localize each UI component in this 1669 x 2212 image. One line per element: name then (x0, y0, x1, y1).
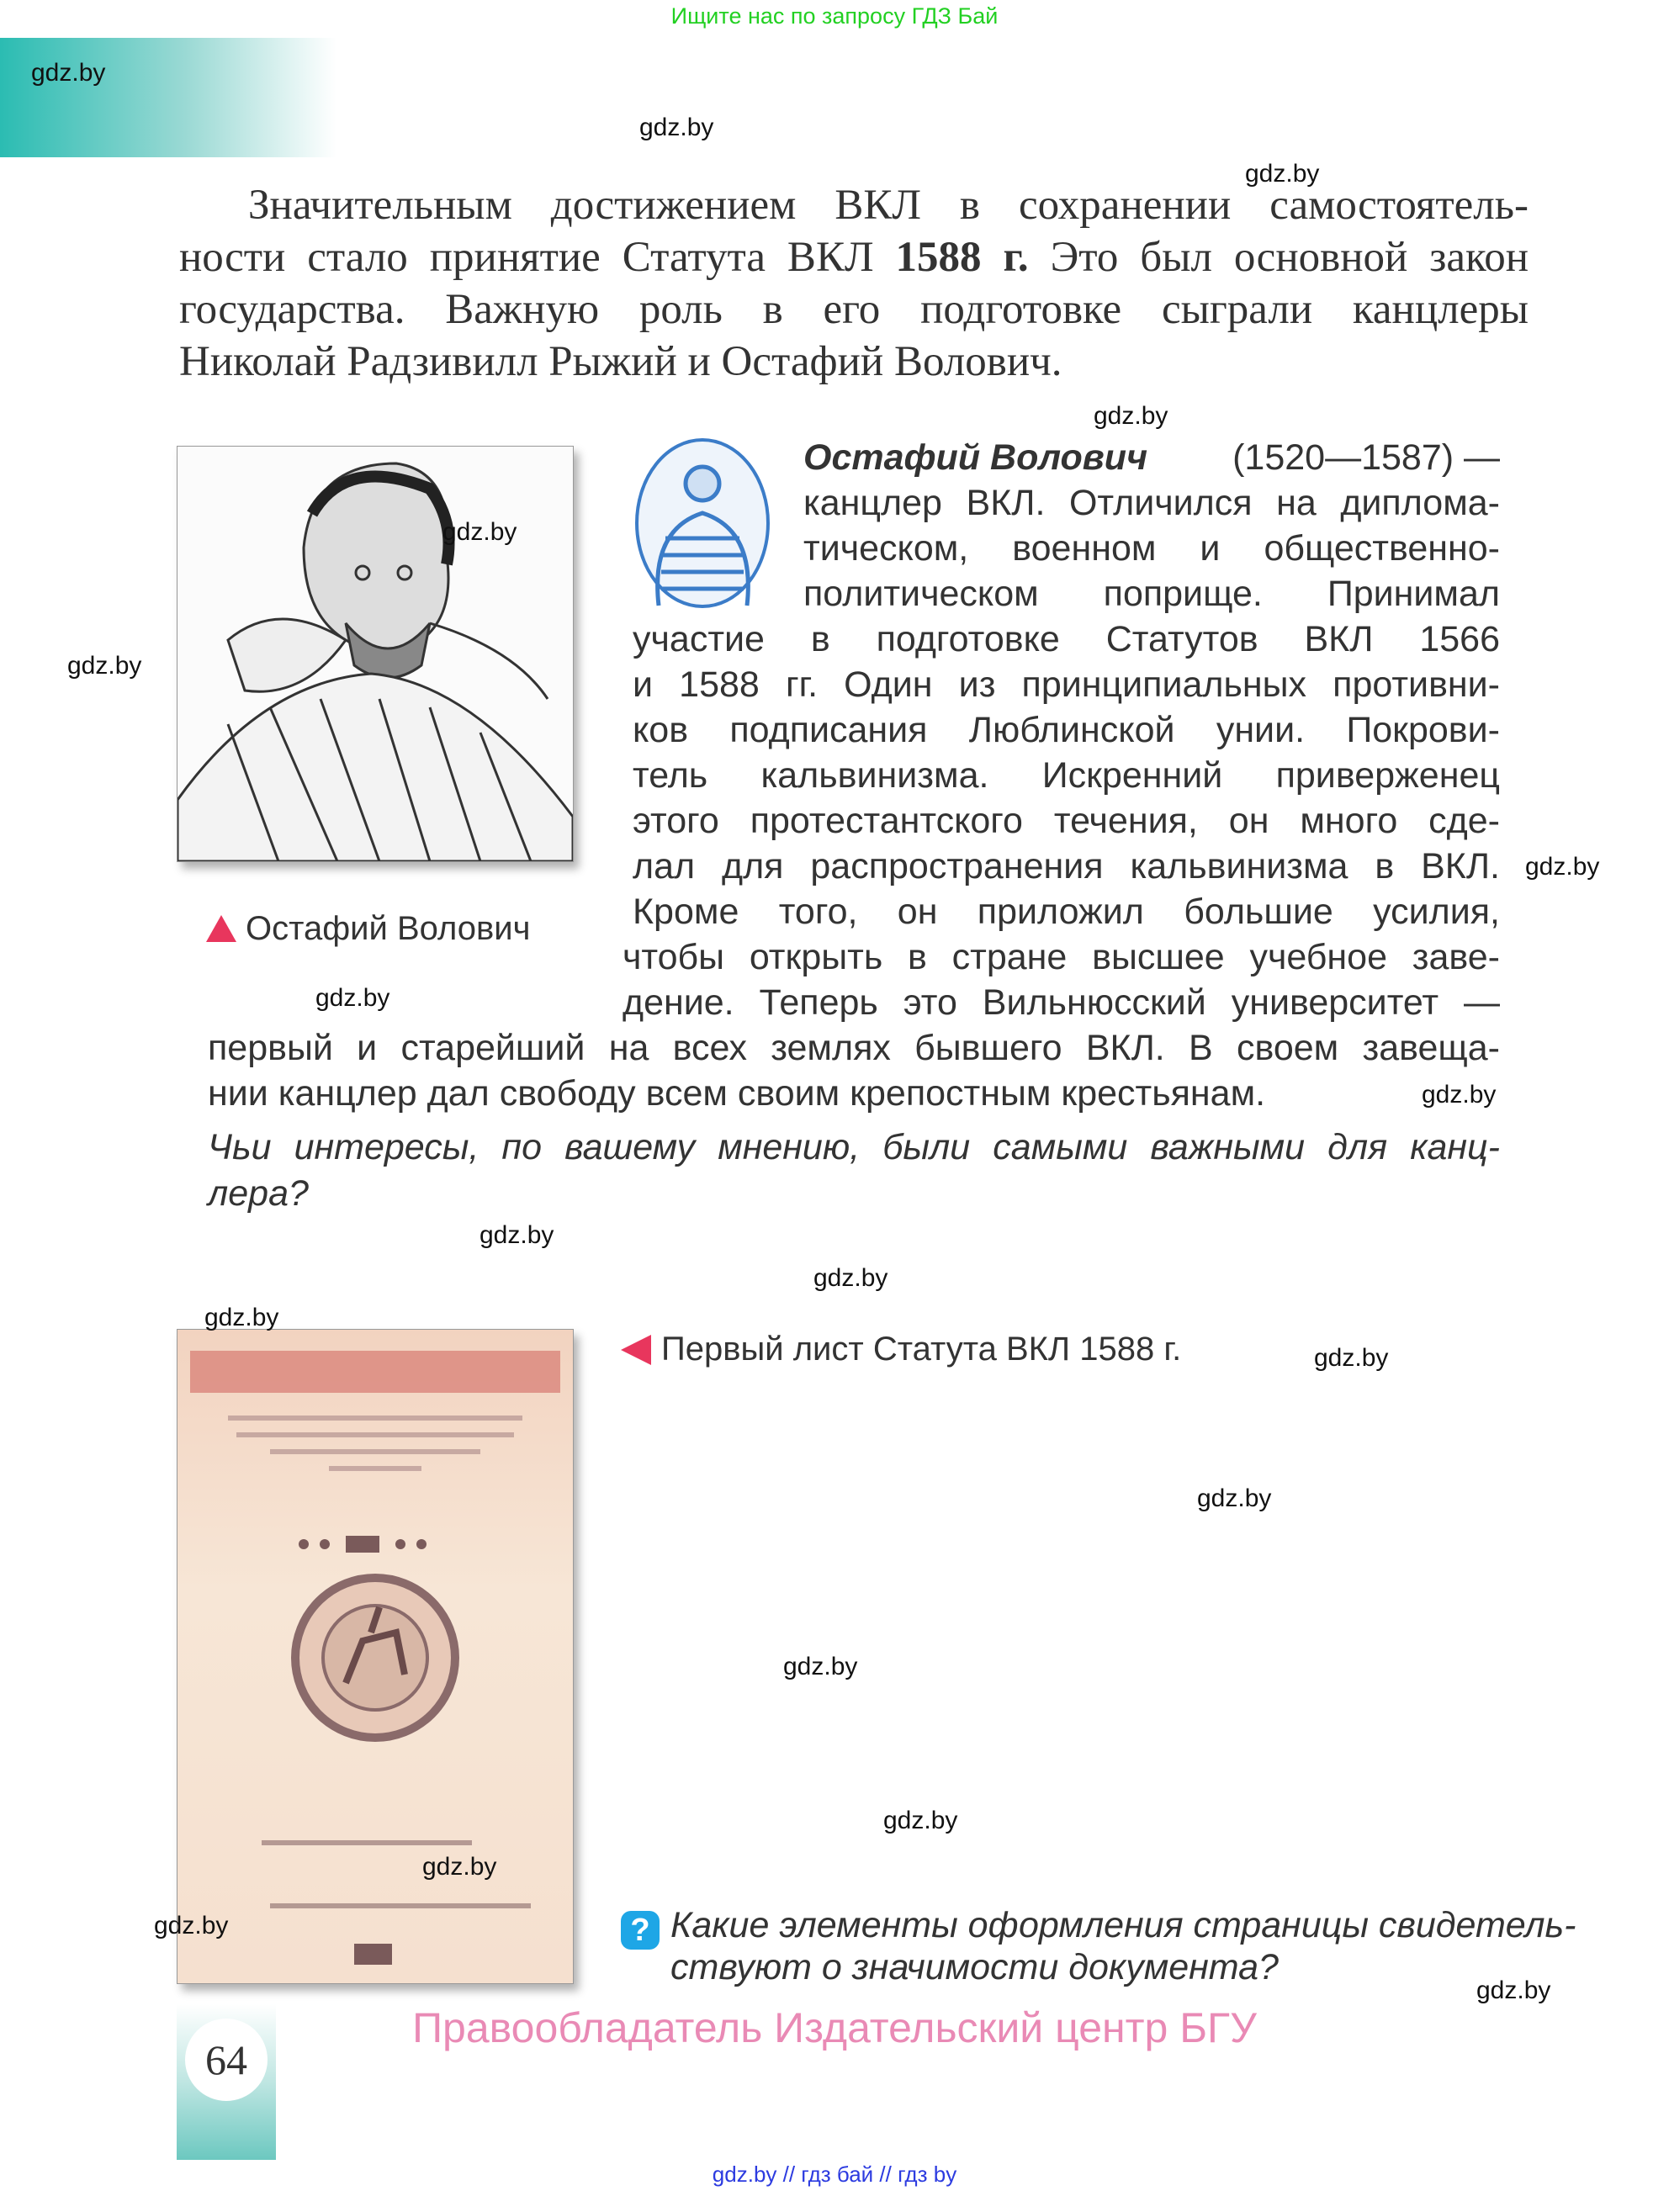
watermark: gdz.by (883, 1807, 958, 1834)
watermark: gdz.by (204, 1304, 279, 1331)
question-line: Какие элементы оформления страницы свидетель- (670, 1905, 1576, 1945)
portrait-sketch (177, 447, 573, 861)
watermark: gdz.by (1476, 1977, 1551, 2004)
watermark: gdz.by (422, 1853, 497, 1881)
bio-line: политическом поприще. Принимал (803, 574, 1500, 614)
bio-line: дение. Теперь это Вильнюсский университет — (623, 982, 1500, 1023)
watermark: gdz.by (1525, 853, 1600, 881)
top-search-note: Ищите нас по запросу ГДЗ Бай (670, 3, 999, 29)
footer-links[interactable]: gdz.by // гдз бай // гдз by (712, 2162, 957, 2187)
statute-caption: Первый лист Статута ВКЛ 1588 г. (661, 1331, 1182, 1368)
copyright-notice: Правообладатель Издательский центр БГУ (412, 2004, 1257, 2051)
watermark: gdz.by (813, 1264, 888, 1292)
question-line: Чьи интересы, по вашему мнению, были самыми важными для канц- (208, 1127, 1500, 1167)
bio-line: участие в подготовке Статутов ВКЛ 1566 (633, 619, 1500, 659)
bio-line: тель кальвинизма. Искренний приверженец (633, 755, 1500, 796)
medallion-portrait-icon (633, 437, 771, 610)
portrait-image (177, 446, 574, 862)
bio-line: лал для распространения кальвинизма в ВКЛ. (633, 846, 1500, 886)
header-teal-bar (0, 38, 336, 157)
bio-line: первый и старейший на всех землях бывшего ВКЛ. В своем завеща- (208, 1028, 1500, 1068)
caption-triangle-icon (206, 915, 236, 942)
watermark: gdz.by (639, 114, 714, 141)
bio-line: Кроме того, он приложил большие усилия, (633, 892, 1500, 932)
intro-line: государства. Важную роль в его подготовке сыграли канцлеры (179, 286, 1529, 333)
watermark: gdz.by (1197, 1484, 1272, 1512)
bio-name: Остафий Волович (803, 437, 1148, 478)
watermark: gdz.by (442, 518, 517, 546)
watermark: gdz.by (1314, 1344, 1389, 1372)
bio-line: ков подписания Люблинской унии. Покрови- (633, 710, 1500, 750)
watermark: gdz.by (67, 652, 142, 680)
page-number: 64 (185, 2019, 268, 2101)
intro-bold-year: 1588 г. (895, 234, 1029, 281)
question-line: лера? (208, 1173, 309, 1214)
watermark: gdz.by (1422, 1081, 1497, 1109)
intro-line: Значительным достижением ВКЛ в сохранении самостоятель- (248, 182, 1529, 229)
watermark: gdz.by (1245, 160, 1320, 188)
intro-line (179, 233, 1529, 282)
bio-line: канцлер ВКЛ. Отличился на диплома- (803, 483, 1500, 523)
caption-arrow-icon (621, 1335, 651, 1365)
watermark: gdz.by (1094, 402, 1168, 430)
statute-first-page-image (177, 1329, 574, 1984)
question-icon: ? (621, 1911, 660, 1950)
watermark: gdz.by (154, 1912, 229, 1939)
intro-line: Николай Радзивилл Рыжий и Остафий Волович. (179, 338, 1062, 385)
watermark: gdz.by (315, 984, 390, 1012)
watermark: gdz.by (783, 1653, 858, 1680)
bio-line (803, 437, 1500, 479)
watermark: gdz.by (480, 1221, 554, 1249)
watermark: gdz.by (31, 59, 106, 87)
intro-text: ности стало принятие Статута ВКЛ (179, 234, 896, 281)
bio-line: нии канцлер дал свободу всем своим крепостным крестьянам. (208, 1073, 1266, 1114)
bio-line: тическом, военном и общественно- (803, 528, 1500, 569)
question-line: ствуют о значимости документа? (670, 1947, 1279, 1987)
bio-line: этого протестантского течения, он много сде- (633, 801, 1500, 841)
portrait-caption: Остафий Волович (246, 910, 531, 947)
bio-line: и 1588 гг. Один из принципиальных противни- (633, 664, 1500, 705)
bio-years: (1520—1587) — (1232, 437, 1500, 478)
bio-line: чтобы открыть в стране высшее учебное заве- (623, 937, 1500, 977)
intro-text: Это был основной закон (1028, 234, 1529, 281)
